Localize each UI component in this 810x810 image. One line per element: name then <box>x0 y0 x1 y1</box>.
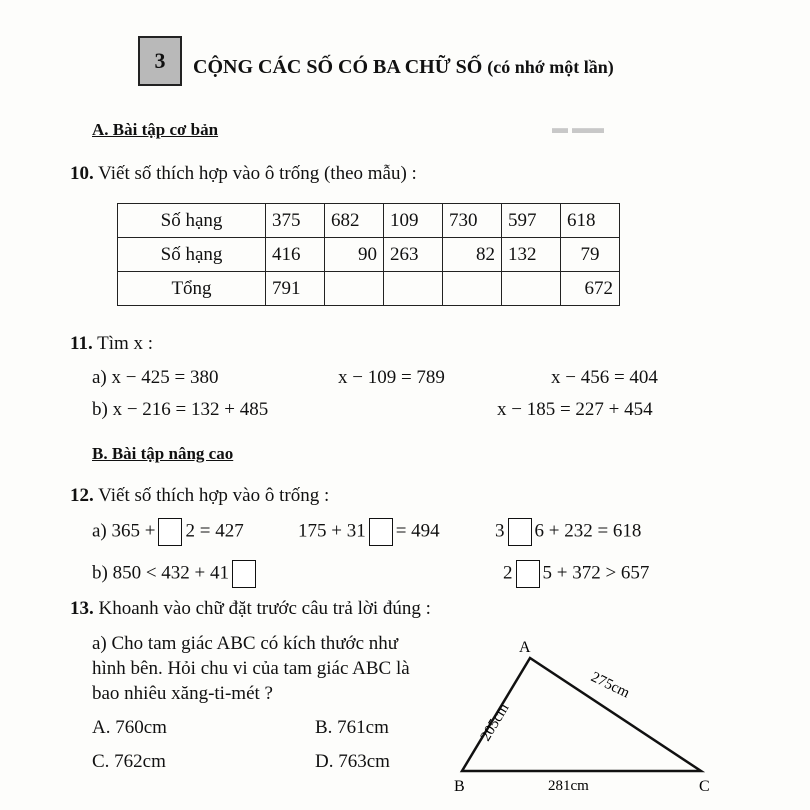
table-cell: 791 <box>266 272 325 306</box>
ex13-question-line: bao nhiêu xăng-ti-mét ? <box>92 683 273 704</box>
equation: x − 216 = 132 + 485 <box>112 399 269 420</box>
ex13-text: Khoanh vào chữ đặt trước câu trả lời đúng : <box>98 598 431 619</box>
table-cell-blank <box>384 272 443 306</box>
ex12-text: Viết số thích hợp vào ô trống : <box>98 485 330 506</box>
ex12-a2 <box>298 518 440 546</box>
side-bc-label: 281cm <box>548 778 589 794</box>
blank-box[interactable] <box>158 518 182 546</box>
table-cell: 672 <box>561 272 620 306</box>
ex13-question-line: hình bên. Hỏi chu vi của tam giác ABC là <box>92 658 410 679</box>
table-cell: 109 <box>384 204 443 238</box>
ex13-prompt <box>70 598 431 620</box>
ex10-label: 10. <box>70 163 94 184</box>
expr-part: 6 + 232 = 618 <box>534 520 642 542</box>
expr-part: = 494 <box>395 520 440 542</box>
expr-part: 175 + 31 <box>298 520 366 542</box>
lesson-number-badge: 3 <box>138 36 182 86</box>
option-b[interactable]: B. 761cm <box>315 717 389 738</box>
vertex-c-label: C <box>699 778 710 795</box>
ex13-label: 13. <box>70 598 94 619</box>
ex12-a3 <box>495 518 641 546</box>
table-row <box>118 272 620 306</box>
row-header: Số hạng <box>118 238 266 272</box>
ex12-a1 <box>92 518 244 546</box>
side-ab-label: 205cm <box>477 700 513 745</box>
expr-part: 2 = 427 <box>185 520 244 542</box>
equation: x − 425 = 380 <box>111 367 219 388</box>
table-cell: 79 <box>561 238 620 272</box>
title-sub: (có nhớ một lần) <box>487 57 614 77</box>
blank-box[interactable] <box>232 560 256 588</box>
table-cell: 375 <box>266 204 325 238</box>
ex11-a3: x − 456 = 404 <box>551 367 658 388</box>
ex11-a2: x − 109 = 789 <box>338 367 445 388</box>
expr-part: 2 <box>503 562 513 584</box>
table-row <box>118 204 620 238</box>
ex12-b-label: b) <box>92 562 108 584</box>
table-cell: 618 <box>561 204 620 238</box>
ex10-prompt <box>70 163 417 185</box>
table-cell: 263 <box>384 238 443 272</box>
table-cell-blank <box>325 272 384 306</box>
expr-part: 5 + 372 > 657 <box>542 562 650 584</box>
ex12-a-label: a) <box>92 520 107 542</box>
vertex-b-label: B <box>454 778 465 795</box>
ex10-text: Viết số thích hợp vào ô trống (theo mẫu) : <box>98 163 417 184</box>
table-cell: 90 <box>325 238 384 272</box>
ex11-a-label: a) <box>92 367 107 388</box>
table-cell: 682 <box>325 204 384 238</box>
vertex-a-label: A <box>519 639 531 656</box>
ex12-b1 <box>92 560 259 588</box>
expr-part: 850 < 432 + 41 <box>112 562 230 584</box>
ex11-prompt <box>70 333 153 355</box>
ex11-text: Tìm x : <box>97 333 154 354</box>
section-b-heading: B. Bài tập nâng cao <box>92 444 234 463</box>
ex12-label: 12. <box>70 485 94 506</box>
ex11-b1 <box>92 399 268 421</box>
expr-part: 365 + <box>111 520 156 542</box>
table-row <box>118 238 620 272</box>
row-header: Số hạng <box>118 204 266 238</box>
ex10-table <box>117 203 620 306</box>
side-ac-label: 275cm <box>588 669 632 702</box>
table-cell: 132 <box>502 238 561 272</box>
expr-part: 3 <box>495 520 505 542</box>
table-cell: 597 <box>502 204 561 238</box>
blank-box[interactable] <box>516 560 540 588</box>
table-cell: 82 <box>443 238 502 272</box>
ex12-b2 <box>503 560 649 588</box>
triangle-abc-figure <box>440 630 730 800</box>
title-main: CỘNG CÁC SỐ CÓ BA CHỮ SỐ <box>193 56 483 78</box>
table-cell: 730 <box>443 204 502 238</box>
option-a[interactable]: A. 760cm <box>92 717 167 738</box>
ex11-b-label: b) <box>92 399 108 420</box>
option-d[interactable]: D. 763cm <box>315 751 390 772</box>
blank-box[interactable] <box>508 518 532 546</box>
table-cell-blank <box>443 272 502 306</box>
table-cell-blank <box>502 272 561 306</box>
bleed-through-text: ▬ ▬▬ <box>552 120 604 137</box>
ex11-label: 11. <box>70 333 93 354</box>
ex12-prompt <box>70 485 329 507</box>
blank-box[interactable] <box>369 518 393 546</box>
ex11-b2: x − 185 = 227 + 454 <box>497 399 653 420</box>
page-title <box>193 56 614 79</box>
ex11-a1 <box>92 367 218 389</box>
option-c[interactable]: C. 762cm <box>92 751 166 772</box>
row-header: Tổng <box>118 272 266 306</box>
table-cell: 416 <box>266 238 325 272</box>
section-a-heading: A. Bài tập cơ bản <box>92 120 219 139</box>
ex13-question-line: a) Cho tam giác ABC có kích thước như <box>92 633 399 654</box>
